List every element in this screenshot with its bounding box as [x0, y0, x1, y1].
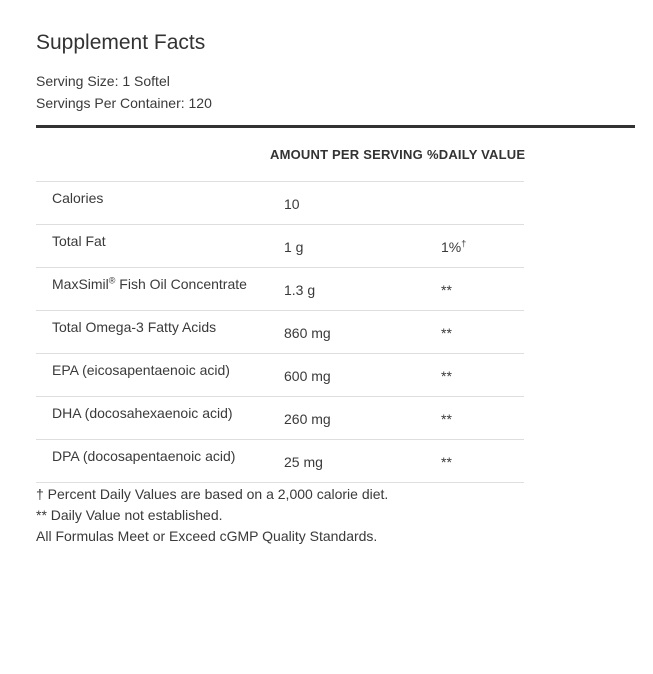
row-divider — [36, 439, 524, 440]
nutrient-daily-value: ** — [441, 411, 452, 427]
footnote-quality-standards: All Formulas Meet or Exceed cGMP Quality Standards. — [36, 528, 378, 544]
nutrient-name: Calories — [52, 190, 104, 206]
nutrient-amount: 860 mg — [284, 325, 331, 341]
row-divider — [36, 267, 524, 268]
row-divider — [36, 482, 524, 483]
header-divider — [36, 125, 635, 128]
nutrient-amount: 1.3 g — [284, 282, 316, 298]
nutrient-name: EPA (eicosapentaenoic acid) — [52, 362, 230, 378]
nutrient-name: Total Omega-3 Fatty Acids — [52, 319, 217, 335]
nutrient-amount: 600 mg — [284, 368, 331, 384]
nutrient-daily-value: 1%† — [441, 238, 467, 255]
nutrient-amount: 1 g — [284, 239, 304, 255]
nutrient-amount: 25 mg — [284, 454, 323, 470]
footnote-not-established: ** Daily Value not established. — [36, 507, 223, 523]
column-header-amount: AMOUNT PER SERVING — [270, 147, 423, 162]
column-header-daily-value: %DAILY VALUE — [427, 147, 526, 162]
nutrient-amount: 10 — [284, 196, 300, 212]
nutrient-daily-value: ** — [441, 325, 452, 341]
footnote-daily-values: † Percent Daily Values are based on a 2,000 calorie diet. — [36, 486, 389, 502]
nutrient-amount: 260 mg — [284, 411, 331, 427]
nutrient-name: MaxSimil® Fish Oil Concentrate — [52, 275, 247, 292]
registered-mark: ® — [108, 275, 116, 286]
serving-size: Serving Size: 1 Softel — [36, 73, 170, 89]
dagger-mark: † — [461, 238, 467, 249]
row-divider — [36, 396, 524, 397]
nutrient-name: Total Fat — [52, 233, 106, 249]
page-title: Supplement Facts — [36, 31, 206, 54]
row-divider — [36, 181, 524, 182]
row-divider — [36, 353, 524, 354]
row-divider — [36, 310, 524, 311]
servings-per-container: Servings Per Container: 120 — [36, 95, 212, 111]
nutrient-name: DPA (docosapentaenoic acid) — [52, 448, 236, 464]
row-divider — [36, 224, 524, 225]
nutrient-daily-value: ** — [441, 368, 452, 384]
nutrient-daily-value: ** — [441, 282, 452, 298]
nutrient-daily-value: ** — [441, 454, 452, 470]
nutrient-name: DHA (docosahexaenoic acid) — [52, 405, 233, 421]
